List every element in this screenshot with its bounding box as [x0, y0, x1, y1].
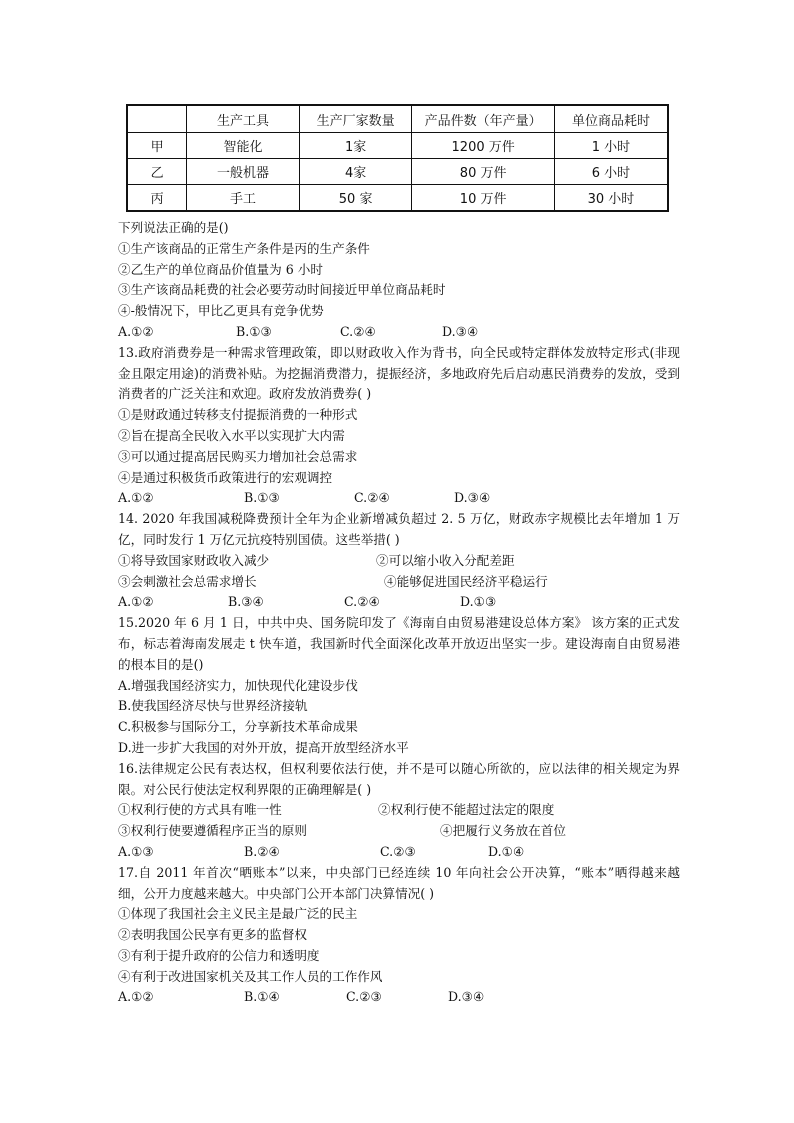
q16-item: ④把履行义务放在首位 [440, 823, 566, 839]
q16-items-row [118, 800, 680, 821]
q13-option-b: B.①③ [244, 490, 280, 506]
table-cell: 乙 [127, 159, 187, 185]
q16-options [118, 842, 680, 863]
q13-item: ①是财政通过转移支付提振消费的一种形式 [118, 407, 358, 423]
q12-stem: 下列说法正确的是() [118, 220, 229, 235]
q14-items-row [118, 572, 680, 593]
table-row [127, 133, 668, 159]
q12-option-b: B.①③ [236, 323, 272, 339]
q14-item: ③会刺激社会总需求增长 [118, 573, 257, 589]
q13-item: ③可以通过提高居民购买力增加社会总需求 [118, 448, 358, 464]
q17-option-b: B.①④ [244, 989, 280, 1005]
q12-item: ②乙生产的单位商品价值量为 6 小时 [118, 261, 323, 277]
q17-item: ③有利于提升政府的公信力和透明度 [118, 947, 320, 963]
q16-items-row [118, 821, 680, 842]
table-cell: 1200 万件 [412, 133, 555, 159]
table-cell: 手工 [187, 185, 300, 212]
table-header-cell [127, 105, 187, 133]
q16-option-a: A.①③ [118, 843, 154, 859]
table-cell: 1 小时 [554, 133, 668, 159]
q17-option-a: A.①② [118, 989, 154, 1005]
q16-item: ①权利行使的方式具有唯一性 [118, 802, 282, 818]
q16-option-c: C.②③ [380, 843, 416, 859]
q17-option-d: D.③④ [448, 989, 485, 1005]
table-row [127, 159, 668, 185]
table-cell: 80 万件 [412, 159, 555, 185]
q17-stem: 17.自 2011 年首次“晒账本”以来，中央部门已经连续 10 年向社会公开决算，“账本”晒得越来越细，公开力度越来越大。中央部门公开本部门决算情况( ) [118, 864, 680, 901]
q13-stem: 13.政府消费券是一种需求管理政策，即以财政收入作为背书，向全民或特定群体发放特定形式(非现金且限定用途)的消费补贴。为挖掘消费潜力，提振经济，多地政府先后启动惠民消费券的发放，受到消费者的广泛关注和欢迎。政府发放消费券( ) [118, 344, 680, 402]
q14-items-row [118, 551, 680, 572]
table-cell: 丙 [127, 185, 187, 212]
table-header-row [127, 105, 668, 133]
q12-item: ①生产该商品的正常生产条件是丙的生产条件 [118, 240, 370, 256]
table-cell: 10 万件 [412, 185, 555, 212]
q14-item: ④能够促进国民经济平稳运行 [384, 573, 548, 589]
q14-stem: 14. 2020 年我国减税降费预计全年为企业新增减负超过 2. 5 万亿，财政赤字规模比去年增加 1 万亿，同时发行 1 万亿元抗疫特别国债。这些举措( ) [118, 511, 680, 547]
q12-option-c: C.②④ [340, 323, 376, 339]
q12-option-a: A.①② [118, 323, 154, 339]
q17-item: ②表明我国公民享有更多的监督权 [118, 927, 307, 943]
cropped-heading-fragment [126, 92, 406, 102]
table-cell: 甲 [127, 133, 187, 159]
q14-option-b: B.③④ [228, 594, 264, 610]
q15-choice-d: D.进一步扩大我国的对外开放，提高开放型经济水平 [118, 739, 409, 755]
questions-body [118, 218, 680, 1008]
q16-stem: 16.法律规定公民有表达权，但权利要依法行使，并不是可以随心所欲的，应以法律的相关规定为界限。对公民行使法定权利界限的正确理解是( ) [118, 760, 680, 797]
table-cell: 30 小时 [554, 185, 668, 212]
q16-option-b: B.②④ [244, 843, 280, 859]
q13-option-a: A.①② [118, 490, 154, 506]
q15-choice-a: A.增强我国经济实力，加快现代化建设步伐 [118, 677, 358, 693]
table-cell: 50 家 [299, 185, 412, 212]
q14-option-a: A.①② [118, 594, 154, 610]
q17-options [118, 987, 680, 1008]
table-cell: 6 小时 [554, 159, 668, 185]
q12-options [118, 322, 680, 343]
table-cell: 4家 [299, 159, 412, 185]
q12-item: ④-般情况下，甲比乙更具有竞争优势 [118, 303, 324, 319]
q12-option-d: D.③④ [442, 323, 479, 339]
q14-item: ②可以缩小收入分配差距 [376, 552, 515, 568]
q13-item: ④是通过积极货币政策进行的宏观调控 [118, 469, 333, 485]
table-cell: 一般机器 [187, 159, 300, 185]
q13-option-c: C.②④ [354, 490, 390, 506]
q15-choice-c: C.积极参与国际分工，分享新技术革命成果 [118, 719, 358, 735]
table-header-cell: 生产厂家数量 [299, 105, 412, 133]
production-table-container [126, 104, 669, 212]
q17-item: ①体现了我国社会主义民主是最广泛的民主 [118, 906, 358, 922]
table-header-cell: 单位商品耗时 [554, 105, 668, 133]
cropped-caption-fragment [118, 206, 288, 214]
q14-option-c: C.②④ [344, 594, 380, 610]
table-cell: 智能化 [187, 133, 300, 159]
q17-item: ④有利于改进国家机关及其工作人员的工作作风 [118, 968, 383, 984]
q15-stem: 15.2020 年 6 月 1 日，中共中央、国务院印发了《海南自由贸易港建设总体方案》 该方案的正式发布，标志着海南发展走 t 快车道，我国新时代全面深化改革开放迈出坚实一步。建设海南自由贸易港的根本目的是() [118, 615, 680, 672]
production-table [126, 104, 669, 212]
q13-option-d: D.③④ [454, 490, 491, 506]
q17-option-c: C.②③ [346, 989, 382, 1005]
q14-option-d: D.①③ [460, 594, 497, 610]
q16-option-d: D.①④ [488, 843, 525, 859]
q14-options [118, 592, 680, 613]
q16-item: ②权利行使不能超过法定的限度 [378, 802, 555, 818]
table-header-cell: 产品件数（年产量） [412, 105, 555, 133]
q15-choice-b: B.使我国经济尽快与世界经济接轨 [118, 698, 308, 714]
q13-options [118, 488, 680, 509]
q12-item: ③生产该商品耗费的社会必要劳动时间接近甲单位商品耗时 [118, 282, 446, 298]
q14-item: ①将导致国家财政收入减少 [118, 552, 270, 568]
q16-item: ③权利行使要遵循程序正当的原则 [118, 823, 307, 839]
table-header-cell: 生产工具 [187, 105, 300, 133]
table-cell: 1家 [299, 133, 412, 159]
q13-item: ②旨在提高全民收入水平以实现扩大内需 [118, 427, 345, 443]
